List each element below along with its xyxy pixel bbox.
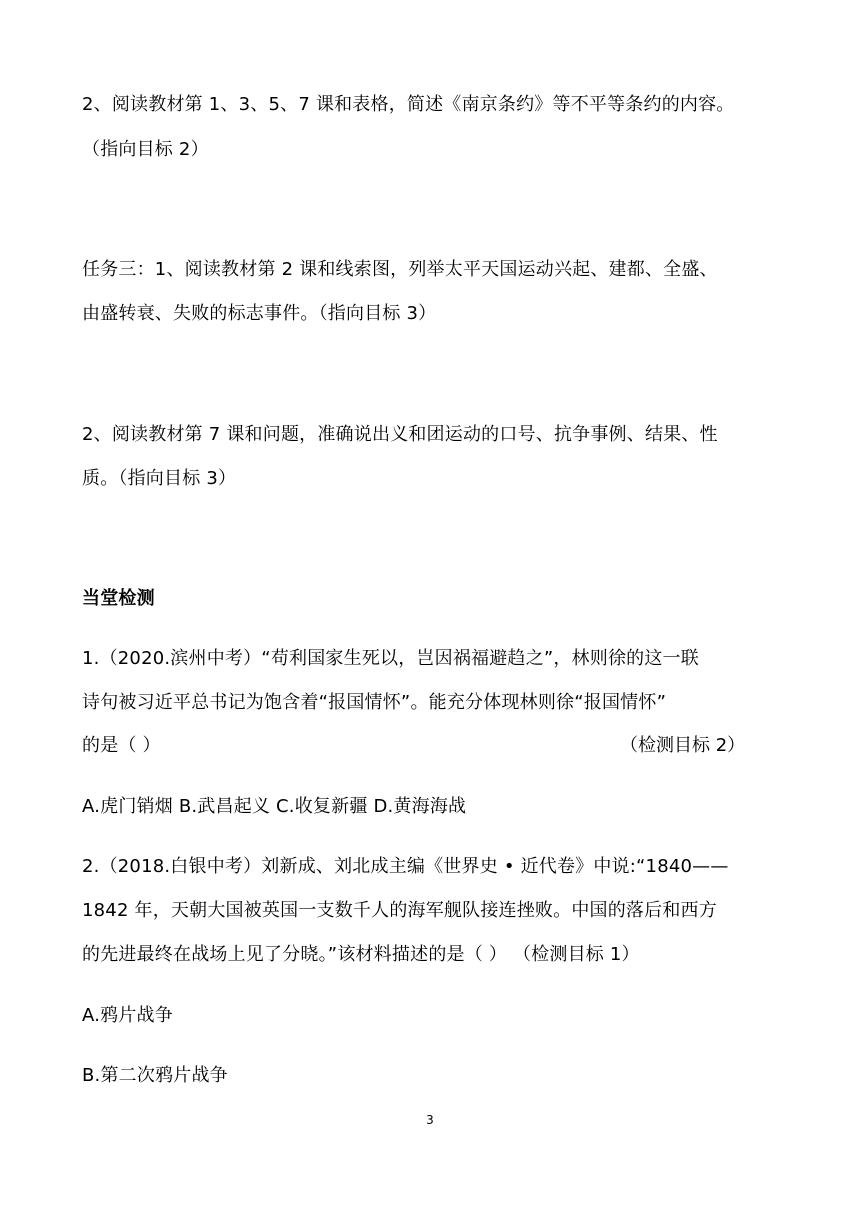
page-number: 3 — [426, 1113, 434, 1127]
question1-line3: 的是（ ） — [82, 735, 161, 756]
question1-line1: 1.（2020.滨州中考）“苟利国家生死以，岂因祸福避趋之”，林则徐的这一联 — [82, 648, 699, 669]
task3-question1-line2: 由盛转衰、失败的标志事件。（指向目标 3） — [82, 303, 437, 324]
question1-options: A.虎门销烟 B.武昌起义 C.收复新疆 D.黄海海战 — [82, 796, 467, 817]
question1-target-tag: （检测目标 2） — [620, 735, 746, 756]
question2-line3: 的先进最终在战场上见了分晓。”该材料描述的是（ ） （检测目标 1） — [82, 944, 640, 965]
question2-option-b: B.第二次鸦片战争 — [82, 1065, 228, 1086]
question1-line2: 诗句被习近平总书记为饱含着“报国情怀”。能充分体现林则徐“报国情怀” — [82, 692, 667, 713]
question2-option-a: A.鸦片战争 — [82, 1005, 173, 1026]
task3-question2-line2: 质。（指向目标 3） — [82, 468, 237, 489]
task2-question2-line2: （指向目标 2） — [82, 139, 209, 160]
section-heading-check: 当堂检测 — [82, 588, 155, 609]
task3-question2-line1: 2、阅读教材第 7 课和问题，准确说出义和团运动的口号、抗争事例、结果、性 — [82, 424, 718, 445]
task3-question1-line1: 任务三：1、阅读教材第 2 课和线索图，列举太平天国运动兴起、建都、全盛、 — [82, 259, 718, 280]
question2-line1: 2.（2018.白银中考）刘新成、刘北成主编《世界史 • 近代卷》中说:“1840—— — [82, 856, 729, 877]
question2-line2: 1842 年，天朝大国被英国一支数千人的海军舰队接连挫败。中国的落后和西方 — [82, 900, 717, 921]
task2-question2-line1: 2、阅读教材第 1、3、5、7 课和表格，简述《南京条约》等不平等条约的内容。 — [82, 94, 735, 115]
